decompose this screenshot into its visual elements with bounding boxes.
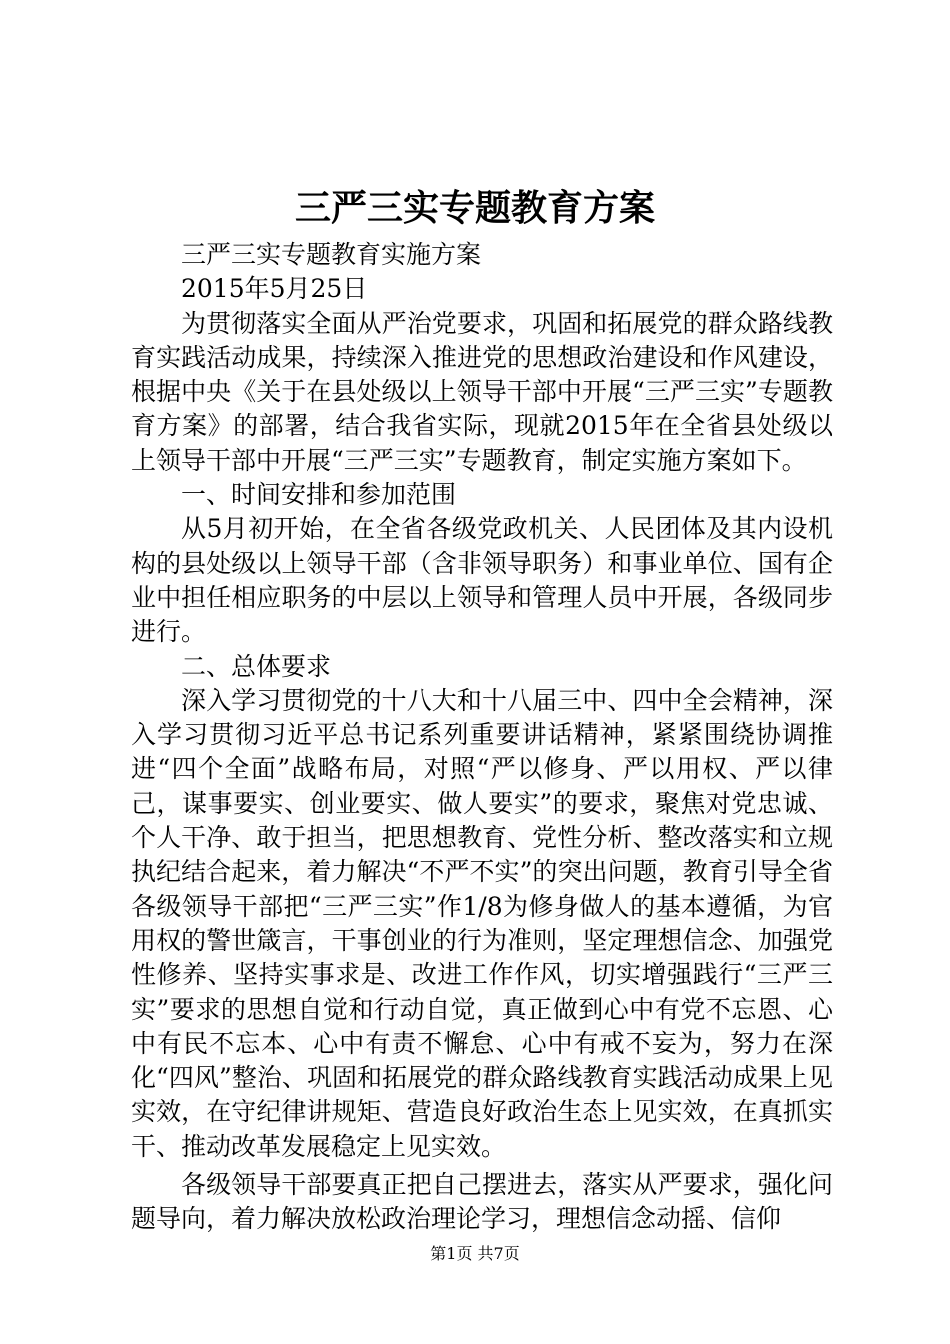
subtitle-line: 三严三实专题教育实施方案 bbox=[181, 240, 482, 269]
page-number: 第1页 共7页 bbox=[430, 1244, 520, 1263]
scope-paragraph: 从5月初开始，在全省各级党政机关、人民团体及其内设机构的县处级以上领导干部（含非领导职务）和事业单位、国有企业中担任相应职务的中层以上领导和管理人员中开展，各级同步进行。 bbox=[131, 514, 833, 647]
intro-paragraph: 为贯彻落实全面从严治党要求，巩固和拓展党的群众路线教育实践活动成果，持续深入推进党的思想政治建设和作风建设，根据中央《关于在县处级以上领导干部中开展“三严三实”专题教育方案》的部署，结合我省实际，现就2015年在全省县处级以上领导干部中开展“三严三实”专题教育，制定实施方案如下。 bbox=[131, 308, 833, 475]
section-heading-1: 一、时间安排和参加范围 bbox=[181, 480, 457, 510]
document-title: 三严三实专题教育方案 bbox=[294, 187, 655, 229]
leaders-paragraph: 各级领导干部要真正把自己摆进去，落实从严要求，强化问题导向，着力解决放松政治理论学习，理想信念动摇、信仰 bbox=[131, 1170, 833, 1234]
section-heading-2: 二、总体要求 bbox=[181, 651, 332, 681]
document-body bbox=[131, 238, 833, 1237]
requirements-paragraph: 深入学习贯彻党的十八大和十八届三中、四中全会精神，深入学习贯彻习近平总书记系列重要讲话精神，紧紧围绕协调推进“四个全面”战略布局，对照“严以修身、严以用权、严以律己，谋事要实、创业要实、做人要实”的要求，聚焦对党忠诚、个人干净、敢于担当，把思想教育、党性分析、整改落实和立规执纪结合起来，着力解决“不严不实”的突出问题，教育引导全省各级领导干部把“三严三实”作1/8为修身做人的基本遵循，为官用权的警世箴言，干事创业的行为准则，坚定理想信念、加强党性修养、坚持实事求是、改进工作作风，切实增强践行“三严三实”要求的思想自觉和行动自觉，真正做到心中有党不忘恩、心中有民不忘本、心中有责不懈怠、心中有戒不妄为，努力在深化“四风”整治、巩固和拓展党的群众路线教育实践活动成果上见实效，在守纪律讲规矩、营造良好政治生态上见实效，在真抓实干、推动改革发展稳定上见实效。 bbox=[131, 685, 833, 1161]
date-line: 2015年5月25日 bbox=[181, 274, 368, 304]
